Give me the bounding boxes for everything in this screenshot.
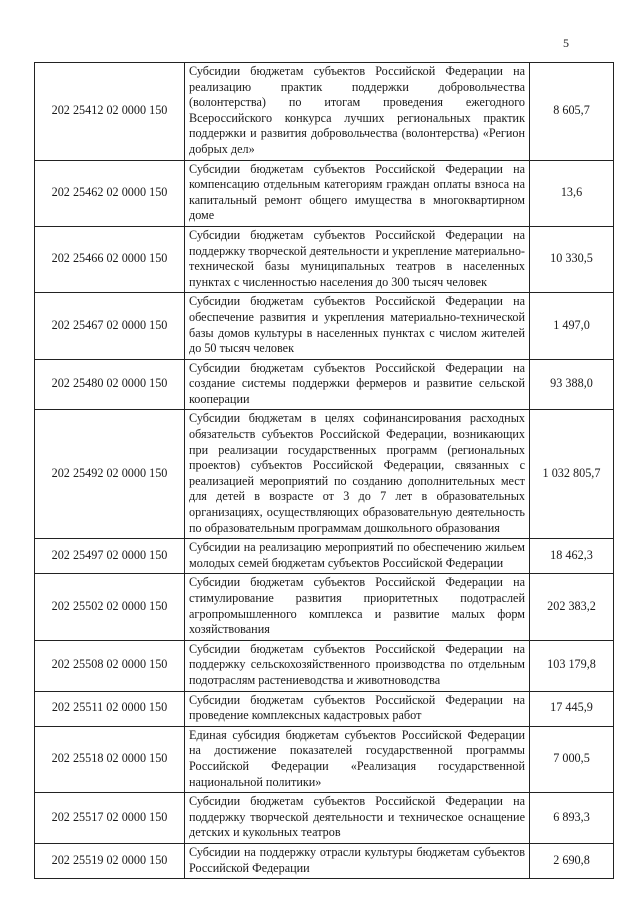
table-row	[35, 160, 614, 226]
amount-cell: 17 445,9	[530, 691, 614, 726]
description-cell: Субсидии бюджетам субъектов Российской Федерации на компенсацию отдельным категориям граждан оплаты взноса на капитальный ремонт общего имущества в многоквартирном доме	[185, 160, 530, 226]
table-row	[35, 691, 614, 726]
amount-cell: 103 179,8	[530, 640, 614, 691]
budget-code-cell: 202 25492 02 0000 150	[35, 410, 185, 539]
description-cell: Субсидии бюджетам субъектов Российской Федерации на поддержку творческой деятельности и техническое оснащение детских и кукольных театров	[185, 793, 530, 844]
amount-cell: 13,6	[530, 160, 614, 226]
table-row	[35, 63, 614, 161]
table-row	[35, 359, 614, 410]
description-cell: Субсидии бюджетам субъектов Российской Федерации на проведение комплексных кадастровых работ	[185, 691, 530, 726]
budget-code-cell: 202 25508 02 0000 150	[35, 640, 185, 691]
budget-code-cell: 202 25462 02 0000 150	[35, 160, 185, 226]
description-cell: Субсидии бюджетам субъектов Российской Федерации на создание системы поддержки фермеров и развитие сельской кооперации	[185, 359, 530, 410]
budget-code-cell: 202 25480 02 0000 150	[35, 359, 185, 410]
table-body	[35, 63, 614, 879]
amount-cell: 202 383,2	[530, 574, 614, 640]
description-cell: Субсидии бюджетам субъектов Российской Федерации на стимулирование развития приоритетных подотраслей агропромышленного комплекса и развитие малых форм хозяйствования	[185, 574, 530, 640]
budget-code-cell: 202 25511 02 0000 150	[35, 691, 185, 726]
budget-code-cell: 202 25497 02 0000 150	[35, 539, 185, 574]
description-cell: Субсидии бюджетам субъектов Российской Федерации на поддержку творческой деятельности и укрепление материально-технической базы муниципальных театров в населенных пунктах с численностью населения до 300 тысяч человек	[185, 226, 530, 292]
amount-cell: 6 893,3	[530, 793, 614, 844]
table-row	[35, 793, 614, 844]
budget-table	[34, 62, 614, 879]
table-row	[35, 843, 614, 878]
amount-cell: 7 000,5	[530, 726, 614, 792]
budget-code-cell: 202 25519 02 0000 150	[35, 843, 185, 878]
description-cell: Субсидии бюджетам субъектов Российской Федерации на реализацию практик поддержки добровольчества (волонтерства) по итогам проведения ежегодного Всероссийского конкурса лучших региональных практик поддержки и развития добровольчества (волонтерства) «Регион добрых дел»	[185, 63, 530, 161]
budget-code-cell: 202 25518 02 0000 150	[35, 726, 185, 792]
budget-code-cell: 202 25466 02 0000 150	[35, 226, 185, 292]
table-row	[35, 410, 614, 539]
amount-cell: 8 605,7	[530, 63, 614, 161]
table-row	[35, 640, 614, 691]
budget-code-cell: 202 25467 02 0000 150	[35, 293, 185, 359]
budget-code-cell: 202 25517 02 0000 150	[35, 793, 185, 844]
description-cell: Субсидии на поддержку отрасли культуры бюджетам субъектов Российской Федерации	[185, 843, 530, 878]
amount-cell: 1 032 805,7	[530, 410, 614, 539]
description-cell: Субсидии бюджетам в целях софинансирования расходных обязательств субъектов Российской Федерации, возникающих при реализации государственных программ (региональных проектов) субъектов Российской Федерации, связанных с реализацией мероприятий по созданию дополнительных мест для детей в возрасте от 3 до 7 лет в образовательных организациях, осуществляющих образовательную деятельность по образовательным программам дошкольного образования	[185, 410, 530, 539]
amount-cell: 1 497,0	[530, 293, 614, 359]
table-row	[35, 226, 614, 292]
amount-cell: 10 330,5	[530, 226, 614, 292]
table-row	[35, 726, 614, 792]
description-cell: Единая субсидия бюджетам субъектов Российской Федерации на достижение показателей государственной программы Российской Федерации «Реализация государственной национальной политики»	[185, 726, 530, 792]
amount-cell: 2 690,8	[530, 843, 614, 878]
page-number: 5	[563, 36, 569, 50]
table-row	[35, 574, 614, 640]
table-row	[35, 539, 614, 574]
description-cell: Субсидии на реализацию мероприятий по обеспечению жильем молодых семей бюджетам субъектов Российской Федерации	[185, 539, 530, 574]
description-cell: Субсидии бюджетам субъектов Российской Федерации на поддержку сельскохозяйственного производства по отдельным подотраслям растениеводства и животноводства	[185, 640, 530, 691]
description-cell: Субсидии бюджетам субъектов Российской Федерации на обеспечение развития и укрепления материально-технической базы домов культуры в населенных пунктах с числом жителей до 50 тысяч человек	[185, 293, 530, 359]
amount-cell: 18 462,3	[530, 539, 614, 574]
amount-cell: 93 388,0	[530, 359, 614, 410]
table-row	[35, 293, 614, 359]
budget-code-cell: 202 25502 02 0000 150	[35, 574, 185, 640]
budget-code-cell: 202 25412 02 0000 150	[35, 63, 185, 161]
